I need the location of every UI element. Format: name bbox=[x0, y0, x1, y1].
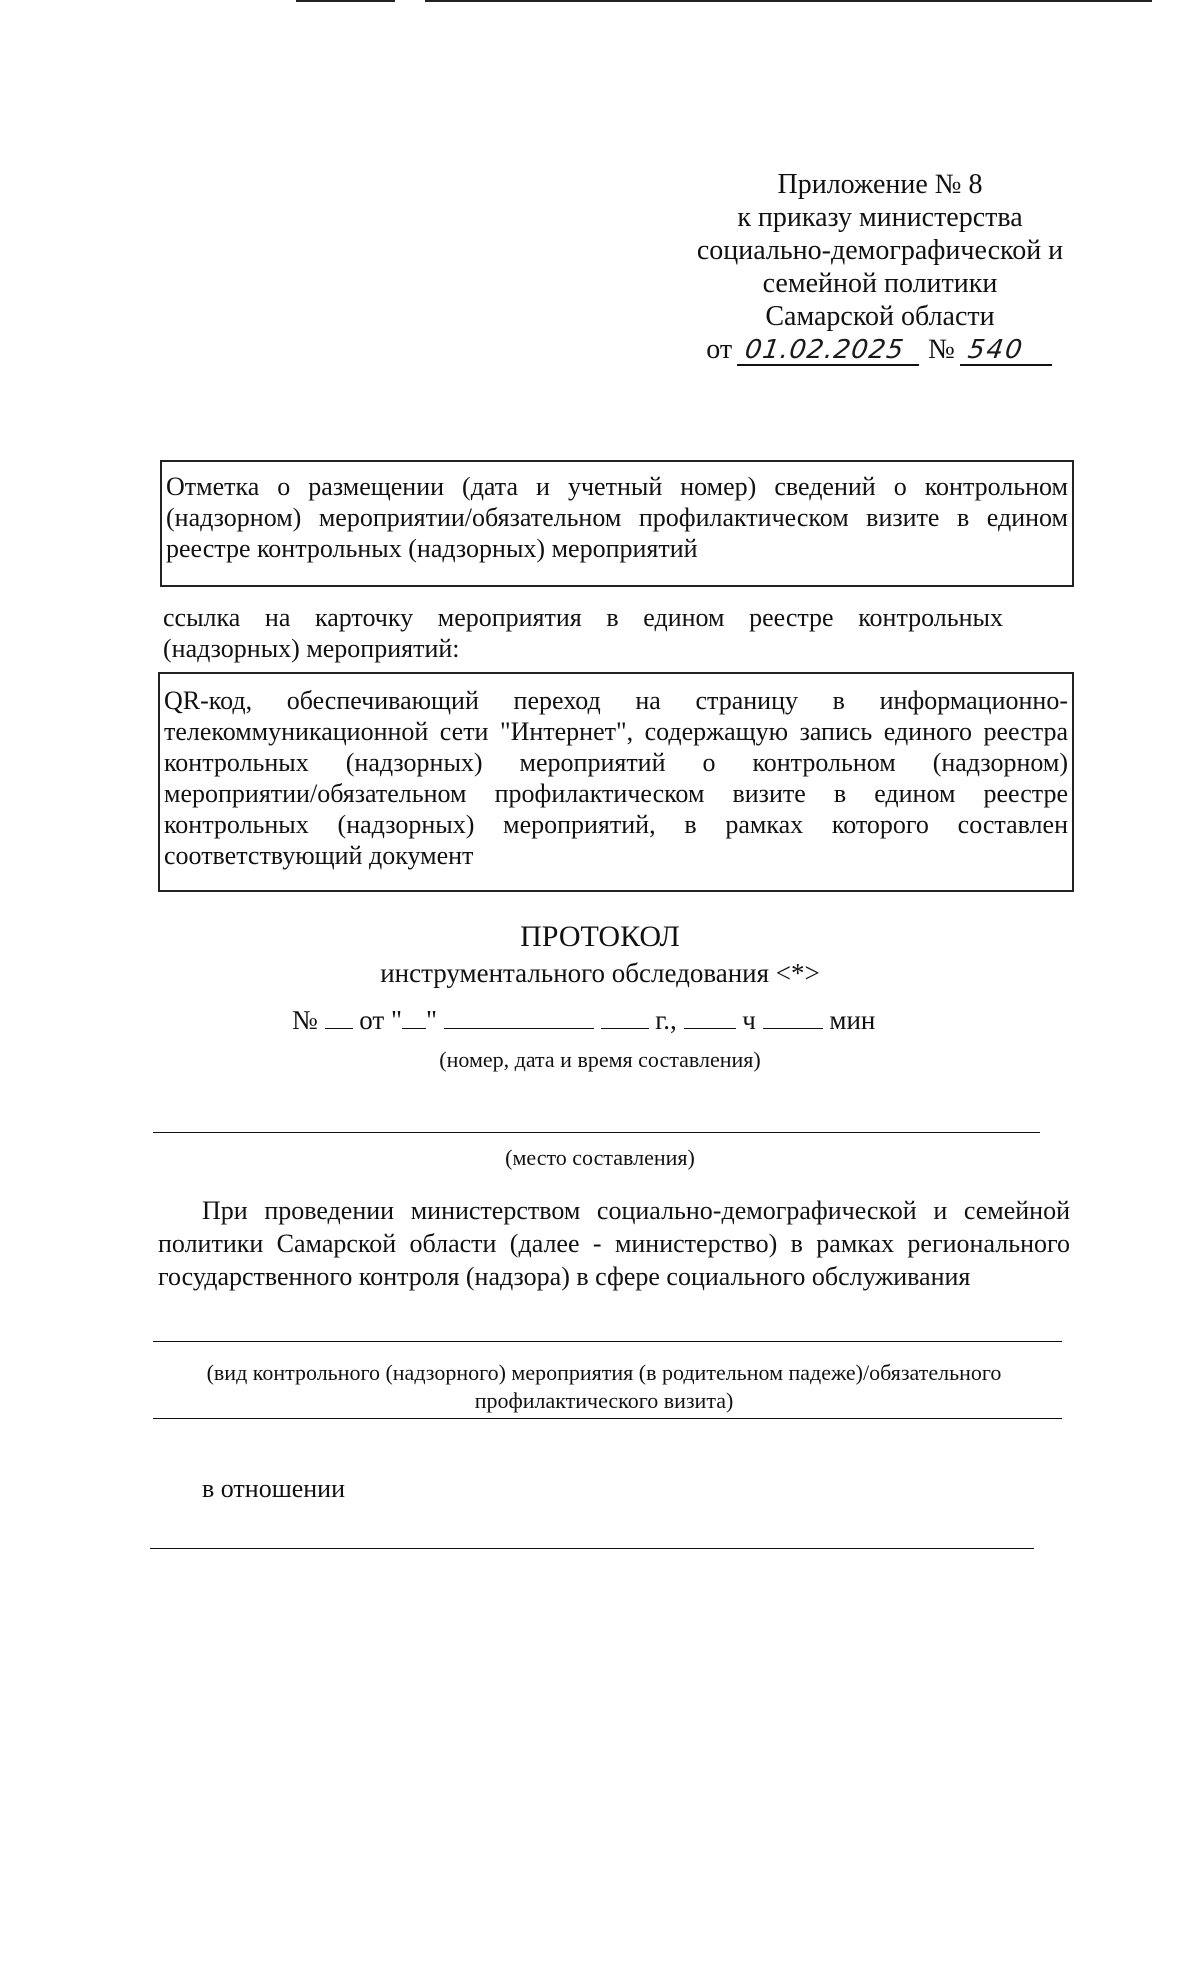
month-blank bbox=[444, 1004, 594, 1029]
appendix-ministry-line: социально-демографической и bbox=[696, 235, 1064, 266]
protocol-subtitle: инструментального обследования <*> bbox=[380, 958, 820, 988]
in-relation-line bbox=[150, 1548, 1034, 1549]
inspection-type-caption-line2: профилактического визита) bbox=[474, 1388, 734, 1413]
hour-blank bbox=[684, 1004, 736, 1029]
from-label: от " bbox=[359, 1005, 402, 1035]
registry-mark-box bbox=[160, 460, 1074, 587]
registry-mark-text: Отметка о размещении (дата и учетный номер) сведений о контрольном (надзорном) мероприятии/обязательном профилактическом визите в едином реестре контрольных (надзорных) мероприятий bbox=[166, 472, 1068, 563]
handwritten-date: 01.02.2025 bbox=[737, 336, 923, 366]
inspection-type-underline bbox=[153, 1418, 1062, 1419]
hour-label: ч bbox=[742, 1005, 756, 1035]
main-paragraph: При проведении министерством социально-демографической и семейной политики Самарской области (далее - министерство) в рамках регионального государственного контроля (надзора) в сфере социального обслуживания bbox=[158, 1196, 1070, 1291]
min-label: мин bbox=[829, 1005, 876, 1035]
appendix-order-line: к приказу министерства bbox=[737, 202, 1023, 233]
qr-code-box bbox=[158, 672, 1074, 892]
year-label: г., bbox=[655, 1005, 677, 1035]
qr-code-text: QR-код, обеспечивающий переход на страницу в информационно-телекоммуникационной сети "Интернет", содержащую запись единого реестра контрольных (надзорных) мероприятий о контрольном (надзорном) мероприятии/обязательном профилактическом визите в едином реестре контрольных (надзорных) мероприятий, в рамках которого составлен соответствующий документ bbox=[164, 686, 1068, 870]
handwritten-number: 540 bbox=[960, 336, 1056, 366]
appendix-date-number-line bbox=[600, 333, 1160, 366]
minute-blank bbox=[763, 1004, 823, 1029]
quote-close: " bbox=[425, 1005, 438, 1035]
registry-link-line1: ссылка на карточку мероприятия в едином реестре контрольных bbox=[163, 603, 1003, 632]
appendix-title: Приложение № 8 bbox=[777, 169, 983, 200]
number-blank bbox=[325, 1004, 353, 1029]
year-blank bbox=[601, 1004, 649, 1029]
registry-link-text bbox=[163, 602, 1003, 664]
in-relation-label: в отношении bbox=[202, 1474, 346, 1503]
protocol-number-line bbox=[292, 1000, 875, 1040]
registry-link-line2: (надзорных) мероприятий: bbox=[163, 634, 460, 663]
place-caption: (место составления) bbox=[505, 1145, 695, 1170]
day-blank bbox=[402, 1004, 426, 1029]
appendix-policy-line: семейной политики bbox=[762, 268, 998, 299]
protocol-title: ПРОТОКОЛ bbox=[520, 920, 680, 953]
number-date-caption: (номер, дата и время составления) bbox=[439, 1047, 761, 1072]
appendix-header bbox=[600, 168, 1160, 366]
inspection-type-line bbox=[153, 1341, 1062, 1342]
date-prefix: от bbox=[706, 334, 733, 365]
number-prefix: № bbox=[928, 334, 955, 365]
place-line bbox=[153, 1132, 1040, 1133]
inspection-type-caption bbox=[150, 1359, 1058, 1415]
appendix-region-line: Самарской области bbox=[765, 301, 995, 332]
no-label: № bbox=[292, 1005, 318, 1035]
inspection-type-caption-line1: (вид контрольного (надзорного) мероприятия (в родительном падеже)/обязательного bbox=[206, 1360, 1002, 1385]
scan-edge-gap bbox=[395, 0, 425, 3]
